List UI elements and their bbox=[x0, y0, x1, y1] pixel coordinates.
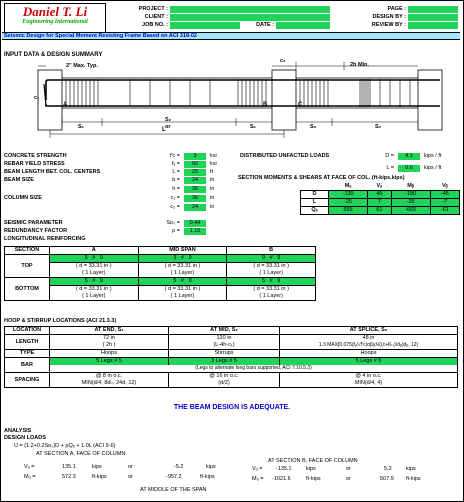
c1-label: c₁ bbox=[34, 95, 40, 101]
hoop-header: AT END, S₁ bbox=[50, 327, 169, 335]
prop-sym: b = bbox=[172, 177, 180, 183]
vu-a-1: 135.1 bbox=[62, 464, 76, 470]
mu-a-sym: Mᵤ = bbox=[24, 474, 36, 480]
table-row bbox=[301, 191, 460, 199]
hoop-title: HOOP & STIRRUP LOCATIONS (ACI 21.3.3) bbox=[4, 318, 117, 324]
spacing-mid-note: (d/2) bbox=[169, 380, 280, 388]
table-row bbox=[5, 365, 458, 373]
prop-label: REBAR YIELD STRESS bbox=[4, 161, 65, 167]
hoop-header: AT MID, S₂ bbox=[169, 327, 280, 335]
reviewby-label: REVIEW BY : bbox=[371, 22, 406, 28]
beam-width-input[interactable]: 24 bbox=[184, 177, 206, 184]
or-label: or bbox=[165, 124, 171, 130]
bar-label: BAR bbox=[5, 358, 50, 373]
vu-a-2-unit: kips bbox=[206, 464, 216, 470]
table-row bbox=[5, 350, 458, 358]
type-label: TYPE bbox=[5, 350, 50, 358]
moment-cell[interactable]: 61 bbox=[368, 207, 391, 215]
bar-hash: # bbox=[269, 278, 273, 284]
depth-cell: ( d = 33.31 in ) bbox=[227, 286, 316, 294]
section-b-title: AT SECTION B, FACE OF COLUMN bbox=[268, 458, 358, 464]
layer-cell: ( 1 Layer) bbox=[227, 270, 316, 278]
vu-a-2: -5.2 bbox=[174, 464, 184, 470]
prop-label: BEAM LENGTH BET. COL. CENTERS bbox=[4, 169, 101, 175]
mu-b-1-unit: ft-kips bbox=[306, 476, 321, 482]
hoop-table bbox=[4, 326, 458, 388]
longitudinal-reinforcing-title: LONGITUDINAL REINFORCING bbox=[4, 236, 86, 242]
moment-cell[interactable]: 665 bbox=[329, 207, 368, 215]
designby-label: DESIGN BY : bbox=[372, 14, 406, 20]
hoop-header: AT SPLICE, S₃ bbox=[280, 327, 458, 335]
prop-sym: c₁ = bbox=[170, 195, 180, 201]
top-mid-bars[interactable] bbox=[138, 255, 227, 263]
mu-b-1: -1021.6 bbox=[272, 476, 291, 482]
vu-a-sym: Vᵤ = bbox=[24, 464, 35, 470]
long-header: MID SPAN bbox=[138, 247, 227, 255]
bar-hash: # bbox=[180, 255, 184, 261]
mu-a-2-unit: ft-kips bbox=[200, 474, 215, 480]
two-h-min-label: 2h Min. bbox=[350, 62, 369, 68]
moments-header bbox=[301, 183, 329, 191]
load-combination: U = (1.2+0.2Sᴅₛ)D + ρQₑ + 1.0L (ACI 9-6) bbox=[14, 443, 116, 449]
column-c1-input[interactable]: 36 bbox=[184, 195, 206, 202]
spacing-label: SPACING bbox=[5, 373, 50, 388]
bar-count: 9 bbox=[261, 255, 266, 261]
bottom-a-bars[interactable] bbox=[49, 278, 138, 286]
bar-hash: # bbox=[92, 278, 96, 284]
vu-b-or: or bbox=[346, 466, 351, 472]
bar-size: 9 bbox=[277, 255, 281, 261]
top-b-bars[interactable] bbox=[227, 255, 316, 263]
length-mid: 120 in bbox=[169, 335, 280, 343]
mu-b-2-unit: ft-kips bbox=[406, 476, 421, 482]
layer-cell: ( 1 Layer) bbox=[227, 293, 316, 301]
moment-cell[interactable]: 7 bbox=[368, 199, 391, 207]
top-a-bars[interactable] bbox=[49, 255, 138, 263]
spacing-splice: @ 4 in o.c. bbox=[280, 373, 458, 381]
jobno-field[interactable] bbox=[170, 22, 240, 29]
spacing-end-note: MIN(d/4, 8d♭, 24d, 12) bbox=[50, 380, 169, 388]
prop-unit: ksi bbox=[210, 153, 217, 159]
redundancy-label: REDUNDANCY FACTOR bbox=[4, 228, 68, 234]
bar-hash: # bbox=[92, 255, 96, 261]
label-c: C bbox=[298, 102, 303, 108]
layer-cell: ( 1 Layer) bbox=[49, 270, 138, 278]
dead-load-sym: D = bbox=[385, 153, 394, 159]
depth-cell: ( d = 33.31 in ) bbox=[227, 263, 316, 271]
bar-size: 9 bbox=[277, 278, 281, 284]
length-end-note: ( 2h ) bbox=[50, 342, 169, 350]
type-splice: Hoops bbox=[280, 350, 458, 358]
column-c2-input[interactable]: 24 bbox=[184, 204, 206, 211]
mu-b-or: or bbox=[346, 476, 351, 482]
mu-a-or: or bbox=[128, 474, 133, 480]
table-row bbox=[5, 278, 316, 286]
page-label: PAGE : bbox=[387, 6, 406, 12]
prop-label: BEAM SIZE bbox=[4, 177, 34, 183]
prop-sym: h = bbox=[172, 186, 180, 192]
bar-count: 5 bbox=[84, 278, 88, 284]
table-row bbox=[301, 199, 460, 207]
long-header: A bbox=[49, 247, 138, 255]
table-row bbox=[5, 270, 316, 278]
s1-label: S₁ bbox=[78, 124, 84, 130]
company-name: Daniel T. Li bbox=[22, 4, 88, 19]
mu-a-1-unit: ft-kips bbox=[92, 474, 107, 480]
designby-field[interactable] bbox=[408, 14, 458, 21]
prop-label: CONCRETE STRENGTH bbox=[4, 153, 67, 159]
seismic-input[interactable]: 0.44 bbox=[184, 220, 206, 227]
redundancy-input[interactable]: 1.15 bbox=[184, 228, 206, 235]
moments-table bbox=[300, 183, 460, 215]
prop-sym: c₂ = bbox=[170, 204, 180, 210]
prop-unit: ft bbox=[210, 169, 214, 175]
moment-cell[interactable]: -25 bbox=[391, 199, 430, 207]
left-column bbox=[38, 70, 62, 130]
date-field[interactable] bbox=[276, 22, 330, 29]
table-row bbox=[5, 358, 458, 366]
live-load-sym: L = bbox=[386, 165, 394, 171]
prop-unit: ksi bbox=[210, 161, 217, 167]
bar-size: 9 bbox=[99, 278, 103, 284]
layer-cell: ( 1 Layer) bbox=[138, 270, 227, 278]
moment-row-label: Qₑ bbox=[301, 207, 329, 215]
spacing-end: @ 8 in o.c. bbox=[50, 373, 169, 381]
vu-b-2-unit: kips bbox=[406, 466, 416, 472]
hoop-header: LOCATION bbox=[5, 327, 50, 335]
table-row bbox=[5, 342, 458, 350]
type-mid: Stirrups bbox=[169, 350, 280, 358]
beam-diagram bbox=[0, 60, 464, 140]
s2-label-left: S₂ bbox=[165, 117, 172, 123]
s3-label: S₃ bbox=[310, 124, 317, 130]
length-mid-note: (L-4h-c₁) bbox=[169, 342, 280, 350]
bar-size: 9 bbox=[188, 278, 192, 284]
bar-mid-input[interactable]: 3 Legs # 5 bbox=[169, 358, 280, 366]
title-bar: Seismic Design for Special Moment Resisting Frame Based on ACI 318-02 bbox=[2, 32, 460, 40]
prop-sym: fᵧ = bbox=[171, 161, 180, 167]
top-label: TOP bbox=[5, 255, 50, 278]
company-logo-box bbox=[4, 3, 106, 33]
bar-hash: # bbox=[180, 278, 184, 284]
project-label: PROJECT : bbox=[138, 6, 168, 12]
date-label: DATE : bbox=[256, 22, 274, 28]
company-subtitle: Engineering International bbox=[22, 19, 88, 25]
project-field[interactable] bbox=[170, 6, 330, 13]
moment-cell[interactable]: -7 bbox=[430, 199, 459, 207]
beam-length-input[interactable]: 25 bbox=[184, 169, 206, 176]
vu-b-sym: Vᵤ = bbox=[252, 466, 263, 472]
depth-cell: ( d = 33.31 in ) bbox=[49, 263, 138, 271]
vu-b-2: 5.2 bbox=[384, 466, 392, 472]
depth-cell: ( d = 33.31 in ) bbox=[138, 286, 227, 294]
middle-span-title: AT MIDDLE OF THE SPAN bbox=[140, 487, 207, 493]
bar-count: 3 bbox=[173, 255, 177, 261]
mu-a-1: 572.3 bbox=[62, 474, 76, 480]
moments-header: Mₐ bbox=[344, 183, 352, 189]
table-row bbox=[5, 286, 316, 294]
label-a: A bbox=[63, 102, 68, 108]
table-row bbox=[5, 380, 458, 388]
prop-sym: L = bbox=[172, 169, 180, 175]
depth-cell: ( d = 33.31 in ) bbox=[138, 263, 227, 271]
moment-cell[interactable]: -61 bbox=[430, 207, 459, 215]
prop-unit: in bbox=[210, 177, 215, 183]
moment-cell[interactable]: -180 bbox=[391, 191, 430, 199]
spacing-splice-note: MIN(d/4, 4) bbox=[280, 380, 458, 388]
s2-label-right: S₂ bbox=[375, 124, 382, 130]
moments-header: Vₐ bbox=[376, 183, 383, 189]
moment-cell[interactable]: -45 bbox=[430, 191, 459, 199]
bar-size: 9 bbox=[99, 255, 103, 261]
dead-load-input[interactable]: 4.1 bbox=[398, 153, 420, 160]
table-row bbox=[5, 373, 458, 381]
label-b: B bbox=[263, 102, 268, 108]
moments-header: Vᵦ bbox=[441, 183, 448, 189]
prop-unit: in bbox=[210, 186, 215, 192]
section-input-title: INPUT DATA & DESIGN SUMMARY bbox=[4, 52, 103, 58]
moment-cell[interactable]: -25 bbox=[329, 199, 368, 207]
table-row bbox=[5, 335, 458, 343]
length-splice: 48 in bbox=[280, 335, 458, 343]
dead-load-unit: kips / ft bbox=[424, 153, 442, 159]
depth-cell: ( d = 33.31 in ) bbox=[49, 286, 138, 294]
table-row bbox=[301, 207, 460, 215]
table-row bbox=[5, 293, 316, 301]
moment-cell[interactable]: -130 bbox=[329, 191, 368, 199]
bar-count: 5 bbox=[261, 278, 266, 284]
page-field[interactable] bbox=[408, 6, 458, 13]
layer-cell: ( 1 Layer) bbox=[138, 293, 227, 301]
far-column bbox=[418, 70, 442, 130]
mu-b-2: 507.9 bbox=[380, 476, 394, 482]
design-loads-title: DESIGN LOADS bbox=[4, 435, 46, 441]
bottom-label: BOTTOM bbox=[5, 278, 50, 301]
section-a-title: AT SECTION A, FACE OF COLUMN bbox=[36, 451, 126, 457]
prop-label: COLUMN SIZE bbox=[4, 195, 42, 201]
bottom-b-bars[interactable] bbox=[227, 278, 316, 286]
vu-a-or: or bbox=[128, 464, 133, 470]
vu-a-1-unit: kips bbox=[92, 464, 102, 470]
bar-splice-input[interactable]: 5 Legs # 5 bbox=[280, 358, 458, 366]
analysis-title: ANALYSIS bbox=[4, 428, 32, 434]
bar-end-input[interactable]: 5 Legs # 5 bbox=[50, 358, 169, 366]
table-row bbox=[5, 263, 316, 271]
mu-a-2: -957.2 bbox=[166, 474, 182, 480]
type-end: Hoops bbox=[50, 350, 169, 358]
mu-b-sym: Mᵤ = bbox=[252, 476, 264, 482]
moment-row-label: L bbox=[301, 199, 329, 207]
moment-row-label: D bbox=[301, 191, 329, 199]
spacing-mid: @ 16 in o.c. bbox=[169, 373, 280, 381]
loads-title: DISTRIBUTED UNFACTED LOADS bbox=[240, 153, 330, 159]
length-label: LENGTH bbox=[5, 335, 50, 350]
bar-hash: # bbox=[269, 255, 273, 261]
long-header: SECTION bbox=[5, 247, 50, 255]
c2-label: c₂ bbox=[280, 58, 286, 64]
redundancy-sym: ρ = bbox=[172, 228, 180, 234]
right-column bbox=[272, 70, 296, 130]
seismic-label: SEISMIC PARAMETER bbox=[4, 220, 63, 226]
max-typ-label: 2" Max. Typ. bbox=[66, 63, 98, 69]
moment-cell[interactable]: -665 bbox=[391, 207, 430, 215]
s1-label-right: S₁ bbox=[250, 124, 256, 130]
vu-b-1: -135.1 bbox=[276, 466, 292, 472]
bar-size: 9 bbox=[188, 255, 192, 261]
label-l: L bbox=[162, 127, 166, 133]
table-row bbox=[5, 255, 316, 263]
longitudinal-table bbox=[4, 246, 316, 301]
prop-unit: in bbox=[210, 195, 215, 201]
prop-sym: f′c = bbox=[169, 153, 180, 159]
jobno-label: JOB NO. : bbox=[142, 22, 168, 28]
length-splice-note: 1.3 MAX[0.075(fᵧ/√f′c)αβγλ/((c+Kₜᵣ)/dᵦ)dᵦ, 12) bbox=[280, 342, 458, 350]
moment-cell[interactable]: 45 bbox=[368, 191, 391, 199]
live-load-unit: kips / ft bbox=[424, 165, 442, 171]
design-adequate-message: THE BEAM DESIGN IS ADEQUATE. bbox=[173, 404, 291, 411]
bar-count: 5 bbox=[173, 278, 177, 284]
client-field[interactable] bbox=[170, 14, 330, 21]
rebar-yield-input[interactable]: 60 bbox=[184, 161, 206, 168]
beam-depth-input[interactable]: 36 bbox=[184, 186, 206, 193]
prop-unit: in bbox=[210, 204, 215, 210]
moments-title: SECTION MOMENTS & SHEARS AT FACE OF COL. (ft-kips,kips) bbox=[238, 175, 405, 181]
live-load-input[interactable]: 0.6 bbox=[398, 165, 420, 172]
length-end: 72 in bbox=[50, 335, 169, 343]
reviewby-field[interactable] bbox=[408, 22, 458, 29]
vu-b-1-unit: kips bbox=[306, 466, 316, 472]
concrete-strength-input[interactable]: 3 bbox=[184, 153, 206, 160]
long-header: B bbox=[227, 247, 316, 255]
layer-cell: ( 1 Layer) bbox=[49, 293, 138, 301]
moments-header: Mᵦ bbox=[407, 183, 414, 189]
seismic-sym: Sᴅₛ = bbox=[166, 220, 180, 226]
bottom-mid-bars[interactable] bbox=[138, 278, 227, 286]
client-label: CLIENT : bbox=[144, 14, 168, 20]
bar-count: 5 bbox=[84, 255, 88, 261]
legs-note: (Legs to alternate long bars supported, ACI 7.10.5.3) bbox=[50, 365, 458, 373]
